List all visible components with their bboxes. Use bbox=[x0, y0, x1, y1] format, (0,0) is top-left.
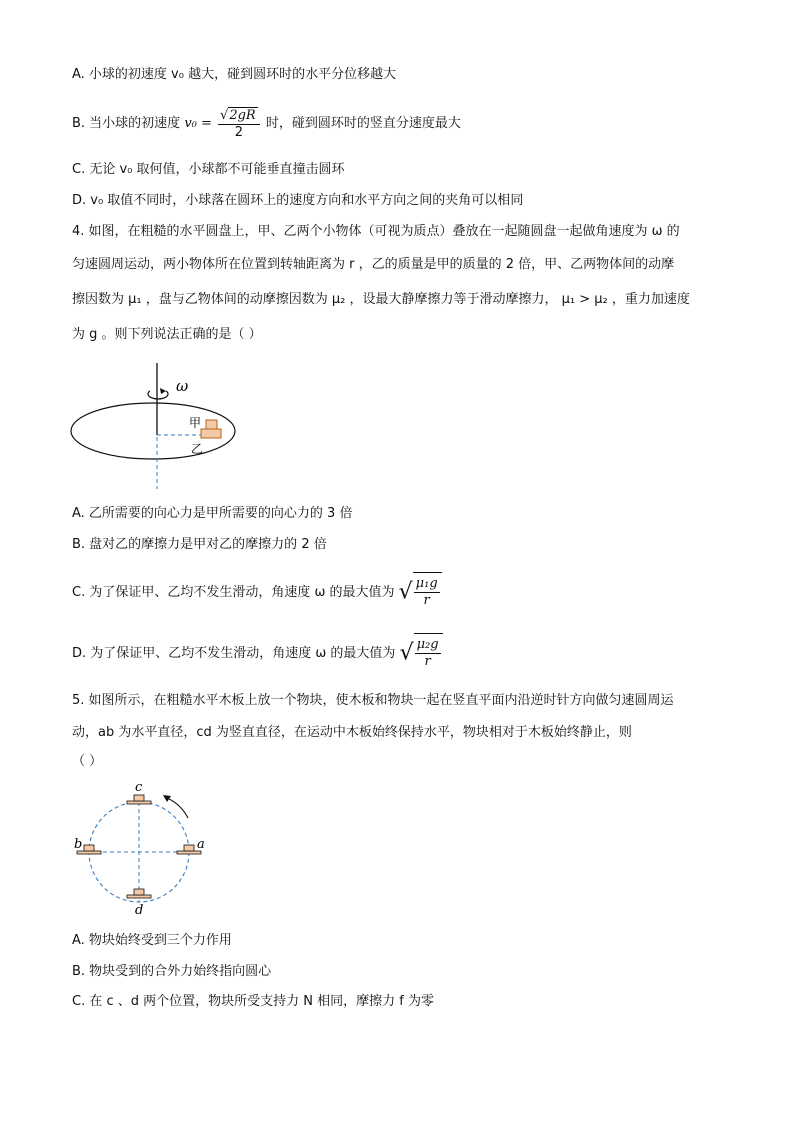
q4-option-d-denominator: r bbox=[424, 654, 431, 669]
counterclockwise-arrowhead-icon bbox=[163, 795, 171, 802]
q3-option-c: C. 无论 v₀ 取何值，小球都不可能垂直撞击圆环 bbox=[72, 162, 345, 177]
q3-option-b-var: v₀ = bbox=[184, 116, 217, 131]
q5-option-c: C. 在 c 、d 两个位置，物块所受支持力 N 相同，摩擦力 f 为零 bbox=[72, 994, 434, 1009]
q5-stem-line1: 5. 如图所示，在粗糙水平木板上放一个物块，使木板和物块一起在竖直平面内沿逆时针方向做匀速圆周运 bbox=[72, 693, 674, 708]
label-yi: 乙 bbox=[191, 442, 204, 456]
q3-option-b-suffix: 时，碰到圆环时的竖直分速度最大 bbox=[261, 116, 461, 131]
label-jia: 甲 bbox=[189, 416, 202, 430]
block-c bbox=[127, 795, 151, 804]
block-d bbox=[127, 889, 151, 898]
q3-option-a: A. 小球的初速度 v₀ 越大，碰到圆环时的水平分位移越大 bbox=[72, 67, 397, 82]
q3-option-b-fraction: $\frac{√2gR}{2}$ bbox=[218, 107, 260, 141]
q4-stem-line1: 4. 如图，在粗糙的水平圆盘上，甲、乙两个小物体（可视为质点）叠放在一起随圆盘一起做角速度为 ω 的 bbox=[72, 224, 680, 239]
rotation-arrow-icon bbox=[148, 391, 168, 399]
q3-option-b-prefix: B. 当小球的初速度 bbox=[72, 116, 185, 131]
q4-option-b: B. 盘对乙的摩擦力是甲对乙的摩擦力的 2 倍 bbox=[72, 537, 327, 552]
q3-option-b bbox=[72, 104, 461, 144]
q5-stem-line3: （ ） bbox=[72, 754, 103, 769]
q4-option-d-text: D. 为了保证甲、乙均不发生滑动，角速度 ω 的最大值为 bbox=[72, 646, 396, 661]
block-yi bbox=[201, 429, 221, 438]
q3-option-d: D. v₀ 取值不同时，小球落在圆环上的速度方向和水平方向之间的夹角可以相同 bbox=[72, 193, 524, 208]
q4-option-a: A. 乙所需要的向心力是甲所需要的向心力的 3 倍 bbox=[72, 506, 353, 521]
q3-option-b-numerator: 2gR bbox=[229, 107, 256, 123]
q4-option-c: C. 为了保证甲、乙均不发生滑动，角速度 ω 的最大值为 √ $\frac{\text{μ₁g}}{r}$ bbox=[72, 572, 442, 613]
q4-option-c-text: C. 为了保证甲、乙均不发生滑动，角速度 ω 的最大值为 bbox=[72, 585, 395, 600]
q5-circular-motion-figure bbox=[70, 778, 220, 918]
label-a: a bbox=[197, 837, 205, 852]
q5-option-b: B. 物块受到的合外力始终指向圆心 bbox=[72, 964, 272, 979]
q5-option-a: A. 物块始终受到三个力作用 bbox=[72, 933, 232, 948]
label-c: c bbox=[135, 780, 143, 795]
omega-label: ω bbox=[176, 377, 189, 395]
q4-rotating-disk-figure bbox=[68, 355, 248, 495]
q4-stem-line2: 匀速圆周运动，两小物体所在位置到转轴距离为 r ，乙的质量是甲的质量的 2 倍，甲、乙两物体间的动摩 bbox=[72, 257, 675, 272]
counterclockwise-arrow-icon bbox=[165, 797, 188, 818]
q4-stem-line4: 为 g 。则下列说法正确的是（ ） bbox=[72, 327, 262, 342]
label-b: b bbox=[74, 837, 83, 852]
block-jia bbox=[206, 420, 217, 429]
q4-option-c-denominator: r bbox=[423, 593, 430, 608]
q3-option-b-denominator: 2 bbox=[234, 124, 244, 140]
q4-stem-line3: 擦因数为 μ₁ ，盘与乙物体间的动摩擦因数为 μ₂ ，设最大静摩擦力等于滑动摩擦力， μ₁ > μ₂ ，重力加速度 bbox=[72, 292, 690, 307]
q4-option-c-numerator: μ₁g bbox=[415, 576, 438, 591]
q4-option-d: D. 为了保证甲、乙均不发生滑动，角速度 ω 的最大值为 √ $\frac{\text{μ₂g}}{r}$ bbox=[72, 633, 443, 674]
label-d: d bbox=[135, 903, 144, 918]
rotation-arrowhead-icon bbox=[160, 388, 166, 394]
q5-stem-line2: 动，ab 为水平直径，cd 为竖直直径，在运动中木板始终保持水平，物块相对于木板始终静止，则 bbox=[72, 725, 632, 740]
q4-option-d-numerator: μ₂g bbox=[416, 637, 439, 652]
